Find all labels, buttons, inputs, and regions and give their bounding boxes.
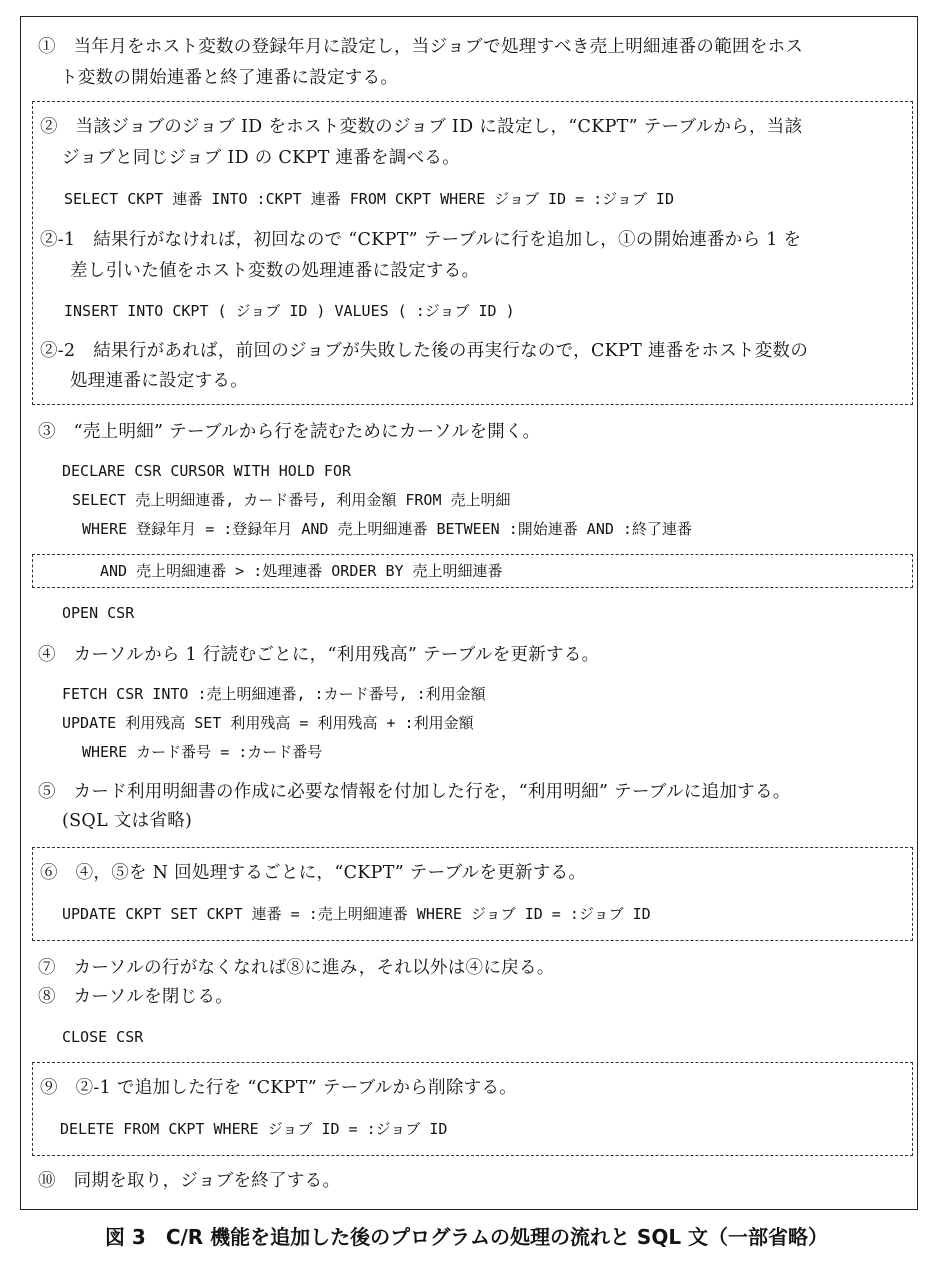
step8-sql: CLOSE CSR — [62, 1028, 144, 1046]
step2-1-sql: INSERT INTO CKPT ( ジョブ ID ) VALUES ( :ジョブ ID ) — [64, 302, 515, 320]
step9-line1: ⑨ ②-1 で追加した行を “CKPT” テーブルから削除する。 — [40, 1078, 518, 1098]
step2-1-line2: 差し引いた値をホスト変数の処理連番に設定する。 — [70, 261, 480, 281]
step4-sql-update: UPDATE 利用残高 SET 利用残高 = 利用残高 + :利用金額 — [62, 714, 474, 732]
step1-line2: ト変数の開始連番と終了連番に設定する。 — [60, 68, 399, 88]
step4-sql-where: WHERE カード番号 = :カード番号 — [82, 743, 323, 761]
step3-line1: ③ “売上明細” テーブルから行を読むためにカーソルを開く。 — [38, 422, 541, 442]
step2-1-line1: ②-1 結果行がなければ，初回なので “CKPT” テーブルに行を追加し，①の開始連番から 1 を — [40, 230, 802, 250]
step2-2-line1: ②-2 結果行があれば，前回のジョブが失敗した後の再実行なので，CKPT 連番をホスト変数の — [40, 341, 809, 361]
figure-caption: 図 3 C/R 機能を追加した後のプログラムの処理の流れと SQL 文（一部省略） — [104, 1225, 829, 1249]
step4-line1: ④ カーソルから 1 行読むごとに，“利用残高” テーブルを更新する。 — [38, 645, 600, 665]
step3-sql-declare: DECLARE CSR CURSOR WITH HOLD FOR — [62, 462, 351, 480]
step2-line2: ジョブと同じジョブ ID の CKPT 連番を調べる。 — [62, 148, 461, 168]
step5-line2: (SQL 文は省略) — [62, 811, 193, 831]
step2-sql: SELECT CKPT 連番 INTO :CKPT 連番 FROM CKPT WHERE ジョブ ID = :ジョブ ID — [64, 190, 674, 208]
step3-sql-where: WHERE 登録年月 = :登録年月 AND 売上明細連番 BETWEEN :開始連番 AND :終了連番 — [82, 520, 692, 538]
step2-2-line2: 処理連番に設定する。 — [70, 371, 248, 391]
step3-sql-select: SELECT 売上明細連番, カード番号, 利用金額 FROM 売上明細 — [72, 491, 511, 509]
step5-line1: ⑤ カード利用明細書の作成に必要な情報を付加した行を，“利用明細” テーブルに追加する。 — [38, 782, 791, 802]
step3-sql-and: AND 売上明細連番 > :処理連番 ORDER BY 売上明細連番 — [100, 562, 503, 580]
step2-line1: ② 当該ジョブのジョブ ID をホスト変数のジョブ ID に設定し，“CKPT” テーブルから，当該 — [40, 117, 803, 137]
step6-line1: ⑥ ④，⑤を N 回処理するごとに，“CKPT” テーブルを更新する。 — [40, 863, 587, 883]
step4-sql-fetch: FETCH CSR INTO :売上明細連番, :カード番号, :利用金額 — [62, 685, 486, 703]
step1-line1: ① 当年月をホスト変数の登録年月に設定し，当ジョブで処理すべき売上明細連番の範囲をホス — [38, 37, 804, 57]
step9-sql: DELETE FROM CKPT WHERE ジョブ ID = :ジョブ ID — [60, 1120, 448, 1138]
step6-sql: UPDATE CKPT SET CKPT 連番 = :売上明細連番 WHERE ジョブ ID = :ジョブ ID — [62, 905, 651, 923]
step3-sql-open: OPEN CSR — [62, 604, 135, 622]
step7-line1: ⑦ カーソルの行がなくなれば⑧に進み，それ以外は④に戻る。 — [38, 958, 555, 978]
step8-line1: ⑧ カーソルを閉じる。 — [38, 987, 234, 1007]
step10-line1: ⑩ 同期を取り，ジョブを終了する。 — [38, 1171, 341, 1191]
